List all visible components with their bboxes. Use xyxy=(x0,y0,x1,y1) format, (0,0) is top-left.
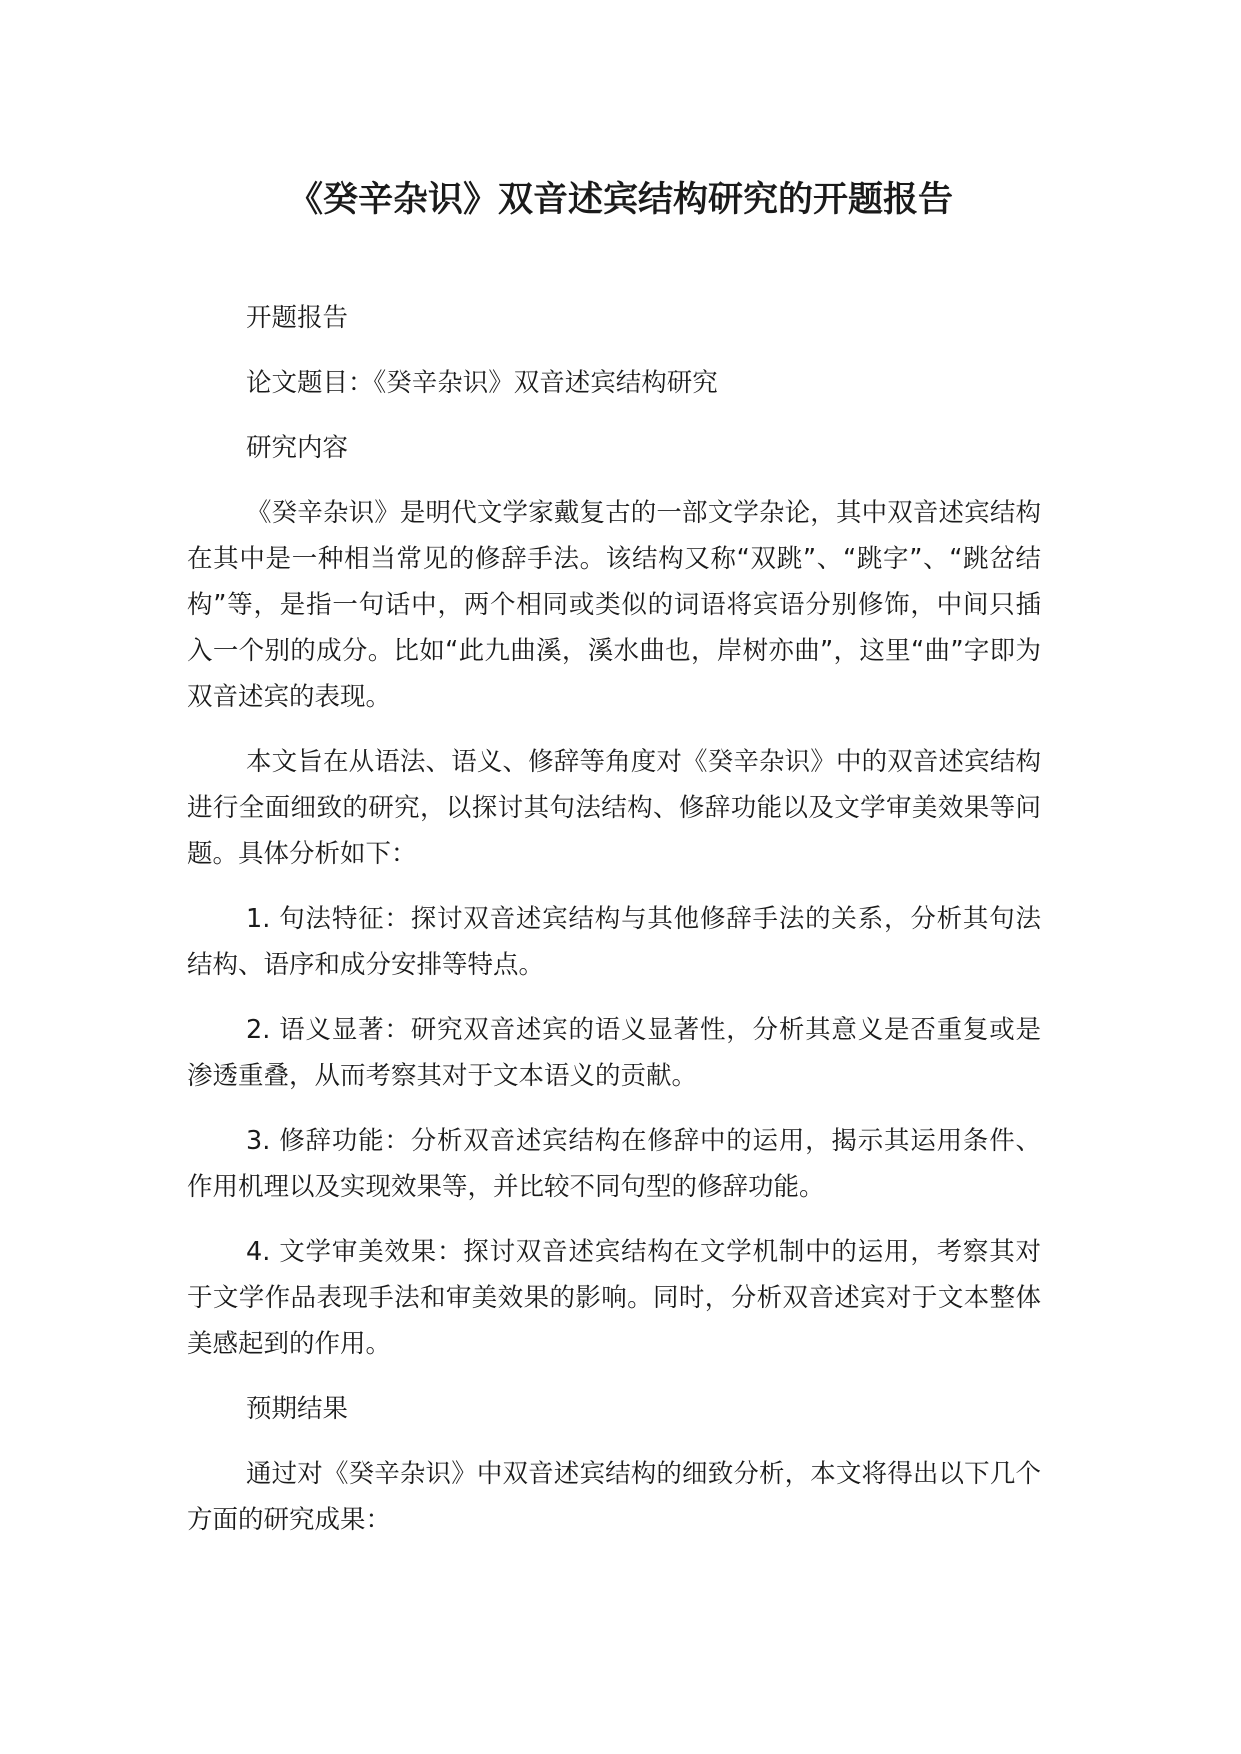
paragraph-expected-results: 通过对《癸辛杂识》中双音述宾结构的细致分析，本文将得出以下几个方面的研究成果： xyxy=(187,1459,1041,1535)
list-item-rhetoric: 3. 修辞功能：分析双音述宾结构在修辞中的运用，揭示其运用条件、作用机理以及实现效果等，并比较不同句型的修辞功能。 xyxy=(187,1126,1041,1202)
paragraph-aim: 本文旨在从语法、语义、修辞等角度对《癸辛杂识》中的双音述宾结构进行全面细致的研究，以探讨其句法结构、修辞功能以及文学审美效果等问题。具体分析如下： xyxy=(187,747,1041,869)
section-heading-expected-results: 预期结果 xyxy=(246,1394,349,1424)
list-item-semantics: 2. 语义显著：研究双音述宾的语义显著性，分析其意义是否重复或是渗透重叠，从而考察其对于文本语义的贡献。 xyxy=(187,1015,1041,1091)
section-heading-proposal: 开题报告 xyxy=(246,303,349,333)
list-item-aesthetics: 4. 文学审美效果：探讨双音述宾结构在文学机制中的运用，考察其对于文学作品表现手法和审美效果的影响。同时，分析双音述宾对于文本整体美感起到的作用。 xyxy=(187,1237,1041,1359)
thesis-title-line: 论文题目：《癸辛杂识》双音述宾结构研究 xyxy=(246,368,718,398)
section-heading-research-content: 研究内容 xyxy=(246,433,349,463)
paragraph-intro: 《癸辛杂识》是明代文学家戴复古的一部文学杂论，其中双音述宾结构在其中是一种相当常见的修辞手法。该结构又称“双跳”、“跳字”、“跳岔结构”等，是指一句话中，两个相同或类似的词语将宾语分别修饰，中间只插入一个别的成分。比如“此九曲溪，溪水曲也，岸树亦曲”，这里“曲”字即为双音述宾的表现。 xyxy=(187,498,1041,712)
document-body xyxy=(187,295,1041,1562)
list-item-syntax: 1. 句法特征：探讨双音述宾结构与其他修辞手法的关系，分析其句法结构、语序和成分安排等特点。 xyxy=(187,904,1041,980)
document-title: 《癸辛杂识》双音述宾结构研究的开题报告 xyxy=(287,180,953,220)
